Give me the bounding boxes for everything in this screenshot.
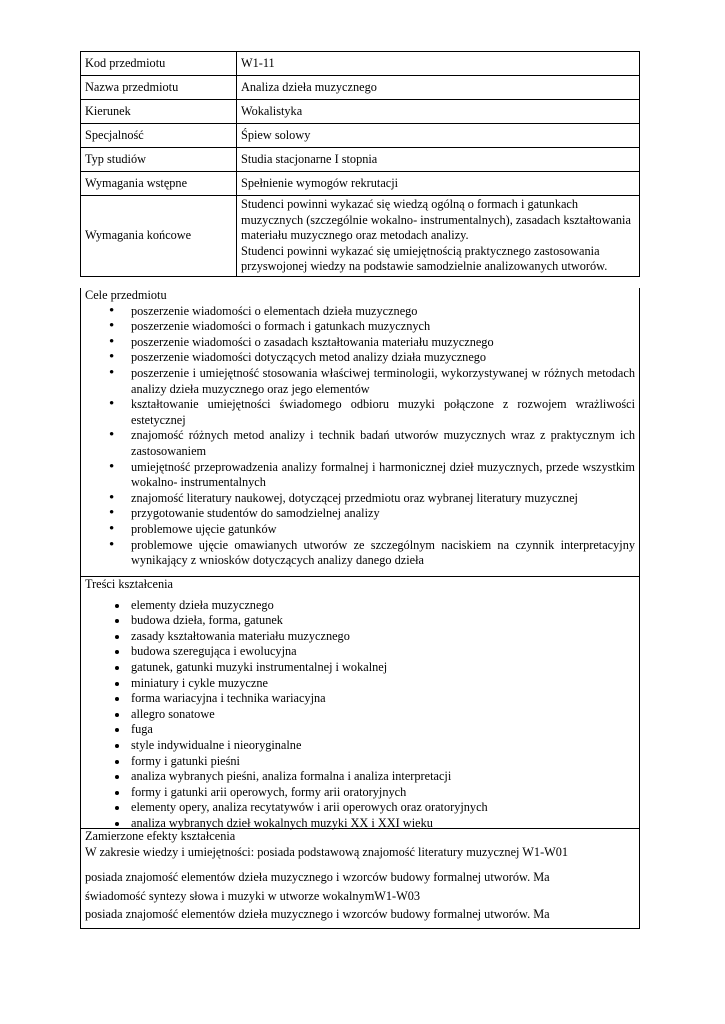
list-item: formy i gatunki arii operowych, formy arii oratoryjnych [131,785,635,801]
course-name-value: Analiza dzieła muzycznego [237,76,640,100]
list-item: • problemowe ujęcie omawianych utworów ze szczególnym naciskiem na czynnik interpretacyjny wynikający z wniosków dotyczących analizy danego dzieła [131,538,635,569]
table-row [81,76,640,100]
final-requirements-value [237,196,640,277]
table-row [81,196,640,277]
specialty-value: Śpiew solowy [237,124,640,148]
entry-requirements-value: Spełnienie wymogów rekrutacji [237,172,640,196]
outcome-line-2: posiada znajomość elementów dzieła muzycznego i wzorców budowy formalnej utworów. Ma [85,870,550,885]
course-code-value: W1-11 [237,52,640,76]
table-row [81,148,640,172]
table-row [81,172,640,196]
list-item: elementy dzieła muzycznego [131,598,635,614]
list-item: • poszerzenie wiadomości o zasadach kształtowania materiału muzycznego [131,335,635,351]
course-info-table [80,51,640,277]
list-item: • poszerzenie wiadomości dotyczących metod analizy działa muzycznego [131,350,635,366]
final-requirements-text-1: Studenci powinni wykazać się wiedzą ogólną o formach i gatunkach muzycznych (szczególnie wokalno- instrumentalnych), zasadach kształtowania materiału muzycznego oraz metodach analizy. [241,197,631,243]
list-item: formy i gatunki pieśni [131,754,635,770]
course-contents-title: Treści kształcenia [85,577,173,591]
course-code-label: Kod przedmiotu [81,52,237,76]
outcome-line-3: świadomość syntezy słowa i muzyki w utworze wokalnymW1-W03 [85,888,421,903]
list-item: miniatury i cykle muzyczne [131,676,635,692]
list-item: zasady kształtowania materiału muzycznego [131,629,635,645]
spacer [85,860,635,870]
list-item: elementy opery, analiza recytatywów i arii operowych oraz oratoryjnych [131,800,635,816]
list-item: • poszerzenie wiadomości o elementach dzieła muzycznego [131,304,635,320]
list-item: • umiejętność przeprowadzenia analizy formalnej i harmonicznej dzieł muzycznych, przede wszystkim wokalno- instrumentalnych [131,460,635,491]
list-item: allegro sonatowe [131,707,635,723]
list-item: • problemowe ujęcie gatunków [131,522,635,538]
course-goals-title: Cele przedmiotu [85,288,167,302]
list-item: gatunek, gatunki muzyki instrumentalnej i wokalnej [131,660,635,676]
entry-requirements-label: Wymagania wstępne [81,172,237,196]
final-requirements-text-2: Studenci powinni wykazać się umiejętnością praktycznego zastosowania przyswojonej wiedzy na podstawie samodzielnie analizowanych utworów. [241,243,608,274]
list-item: style indywidualne i nieoryginalne [131,738,635,754]
study-type-label: Typ studiów [81,148,237,172]
field-label: Kierunek [81,100,237,124]
course-contents-list [85,598,635,832]
course-goals-section [80,288,640,577]
list-item: analiza wybranych dzieł wokalnych muzyki XX i XXI wieku [131,816,635,832]
final-requirements-label: Wymagania końcowe [81,196,237,277]
specialty-label: Specjalność [81,124,237,148]
list-item: budowa szeregująca i ewolucyjna [131,644,635,660]
course-name-label: Nazwa przedmiotu [81,76,237,100]
study-type-value: Studia stacjonarne I stopnia [237,148,640,172]
course-goals-list [85,304,635,569]
table-row [81,52,640,76]
list-item: • znajomość różnych metod analizy i technik badań utworów muzycznych wraz z praktycznym ich zastosowaniem [131,428,635,459]
field-value: Wokalistyka [237,100,640,124]
list-item: • przygotowanie studentów do samodzielnej analizy [131,506,635,522]
table-row [81,100,640,124]
list-item: • poszerzenie i umiejętność stosowania właściwej terminologii, wykorzystywanej w różnych metodach analizy dzieła muzycznego oraz jego elementów [131,366,635,397]
list-item: fuga [131,722,635,738]
list-item: • kształtowanie umiejętności świadomego odbioru muzyki połączone z rozwojem wrażliwości estetycznej [131,397,635,428]
learning-outcomes-section [80,829,640,929]
course-contents-section [80,577,640,829]
list-item: budowa dzieła, forma, gatunek [131,613,635,629]
learning-outcomes-title: Zamierzone efekty kształcenia [85,829,236,843]
outcome-line-4: posiada znajomość elementów dzieła muzycznego i wzorców budowy formalnej utworów. Ma [85,907,550,922]
outcome-line-1: W zakresie wiedzy i umiejętności: posiada podstawową znajomość literatury muzycznej W1-W01 [85,844,569,859]
table-row [81,124,640,148]
list-item: • znajomość literatury naukowej, dotyczącej przedmiotu oraz wybranej literatury muzycznej [131,491,635,507]
list-item: forma wariacyjna i technika wariacyjna [131,691,635,707]
list-item: analiza wybranych pieśni, analiza formalna i analiza interpretacji [131,769,635,785]
list-item: • poszerzenie wiadomości o formach i gatunkach muzycznych [131,319,635,335]
